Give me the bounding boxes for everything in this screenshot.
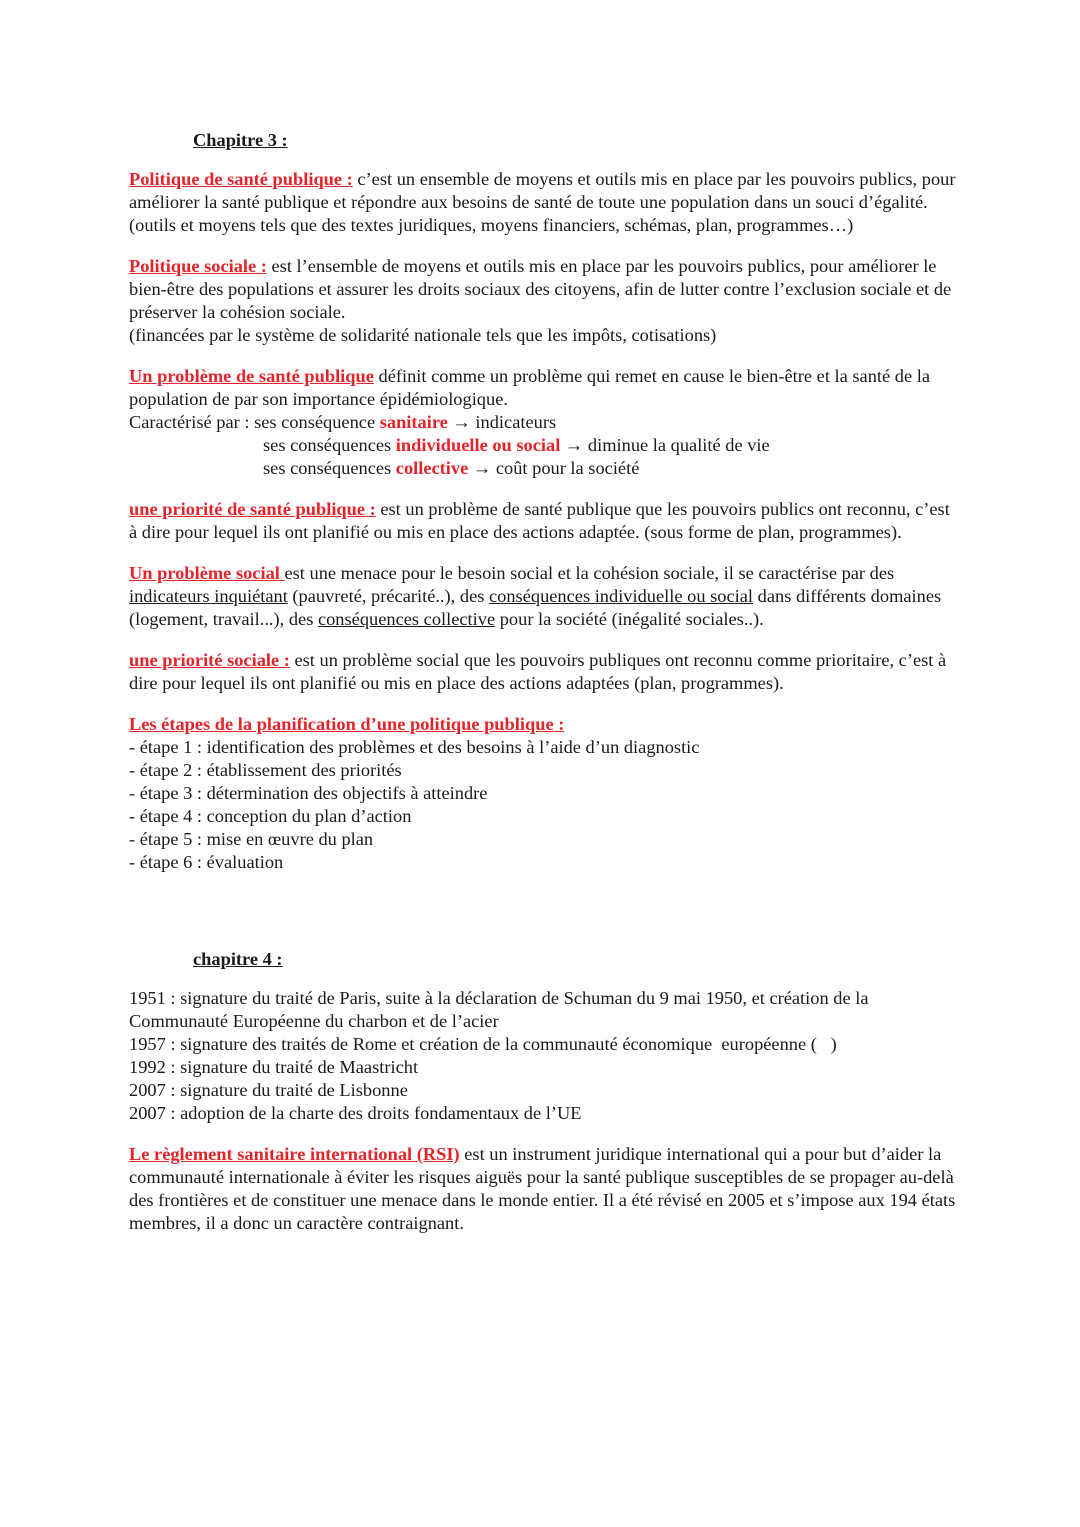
timeline-entry: 2007 : signature du traité de Lisbonne <box>129 1080 408 1100</box>
definition-text: (pauvreté, précarité..), des <box>287 586 489 606</box>
characteristic-highlight: individuelle ou social <box>395 435 561 455</box>
definition-text: est une menace pour le besoin social et la cohésion sociale, il se caractérise par des <box>284 563 895 583</box>
step-item: - étape 3 : détermination des objectifs à atteindre <box>129 783 488 803</box>
characteristic-prefix: ses conséquences <box>263 435 396 455</box>
step-item: - étape 6 : évaluation <box>129 852 284 872</box>
definition-text: dans différents domaines (logement, travail...), des <box>129 586 942 629</box>
characteristic-highlight: sanitaire <box>379 412 448 432</box>
characteristic-line-1 <box>129 412 556 432</box>
chapter-4-title: chapitre 4 : <box>193 949 283 969</box>
characteristic-rest: → diminue la qualité de vie <box>560 435 770 455</box>
definition-politique-sante-publique <box>129 168 959 237</box>
definition-text: pour la société (inégalité sociales..). <box>495 609 764 629</box>
definition-text: définit comme un problème qui remet en cause le bien-être et la santé de la population de par son importance épidémiologique. <box>129 366 931 409</box>
planning-steps-section <box>129 713 959 874</box>
definition-text: c’est un ensemble de moyens et outils mis en place par les pouvoirs publics, pour améliorer la santé publique et répondre aux besoins de santé de toute une population dans un souci d’égalité. <box>129 169 956 212</box>
definition-priorite-sociale <box>129 649 959 695</box>
definition-note: (outils et moyens tels que des textes juridiques, moyens financiers, schémas, plan, programmes…) <box>129 215 854 235</box>
characteristic-prefix: Caractérisé par : ses conséquence <box>129 412 380 432</box>
underlined-phrase: conséquences collective <box>317 609 496 629</box>
step-item: - étape 4 : conception du plan d’action <box>129 806 412 826</box>
timeline-section <box>129 987 959 1125</box>
definition-probleme-social <box>129 562 959 631</box>
definition-politique-sociale <box>129 255 959 347</box>
definition-note: (financées par le système de solidarité nationale tels que les impôts, cotisations) <box>129 325 717 345</box>
characteristic-line-3 <box>129 457 959 480</box>
term-politique-sante-publique: Politique de santé publique : <box>129 169 353 189</box>
steps-title: Les étapes de la planification d’une politique publique : <box>129 714 565 734</box>
term-priorite-sante-publique: une priorité de santé publique : <box>129 499 376 519</box>
definition-rsi <box>129 1143 959 1235</box>
timeline-entry: 1992 : signature du traité de Maastricht <box>129 1057 419 1077</box>
characteristic-highlight: collective <box>395 458 469 478</box>
underlined-phrase: indicateurs inquiétant <box>129 586 288 606</box>
step-item: - étape 1 : identification des problèmes et des besoins à l’aide d’un diagnostic <box>129 737 700 757</box>
definition-text: est un problème de santé publique que les pouvoirs publics ont reconnu, c’est à dire pour lequel ils ont planifié ou mis en place des actions adaptée. (sous forme de plan, programmes). <box>129 499 950 542</box>
timeline-entry: 2007 : adoption de la charte des droits fondamentaux de l’UE <box>129 1103 582 1123</box>
definition-text: est un problème social que les pouvoirs publiques ont reconnu comme prioritaire, c’est à dire pour lequel ils ont planifié ou mis en place des actions adaptées (plan, programmes). <box>129 650 947 693</box>
step-item: - étape 5 : mise en œuvre du plan <box>129 829 374 849</box>
step-item: - étape 2 : établissement des priorités <box>129 760 402 780</box>
section-spacer <box>129 892 959 948</box>
underlined-phrase: conséquences individuelle ou social <box>489 586 754 606</box>
timeline-entry: 1957 : signature des traités de Rome et création de la communauté économique européenne ( ) <box>129 1034 837 1054</box>
definition-text: est un instrument juridique international qui a pour but d’aider la communauté internationale à éviter les risques aiguës pour la santé publique susceptibles de se propager au-delà des frontières et de constituer une menace dans le monde entier. Il a été révisé en 2005 et s’impose aux 194 états membres, il a donc un caractère contraignant. <box>129 1144 956 1233</box>
timeline-entry: 1951 : signature du traité de Paris, suite à la déclaration de Schuman du 9 mai 1950, et création de la Communauté Européenne du charbon et de l’acier <box>129 988 869 1031</box>
definition-priorite-sante-publique <box>129 498 959 544</box>
term-probleme-sante-publique: Un problème de santé publique <box>129 366 374 386</box>
term-probleme-social: Un problème social <box>129 563 285 583</box>
definition-text: est l’ensemble de moyens et outils mis en place par les pouvoirs publics, pour améliorer le bien-être des populations et assurer les droits sociaux des citoyens, afin de lutter contre l’exclusion sociale et de préserver la cohésion sociale. <box>129 256 952 322</box>
term-rsi: Le règlement sanitaire international (RSI) <box>129 1144 460 1164</box>
term-priorite-sociale: une priorité sociale : <box>129 650 290 670</box>
characteristic-prefix: ses conséquences <box>263 458 396 478</box>
characteristic-rest: → coût pour la société <box>468 458 640 478</box>
definition-probleme-sante-publique <box>129 365 959 480</box>
term-politique-sociale: Politique sociale : <box>129 256 267 276</box>
document-content <box>129 129 959 1253</box>
characteristic-rest: → indicateurs <box>447 412 557 432</box>
chapter-3-title: Chapitre 3 : <box>193 130 288 150</box>
characteristic-line-2 <box>129 434 959 457</box>
